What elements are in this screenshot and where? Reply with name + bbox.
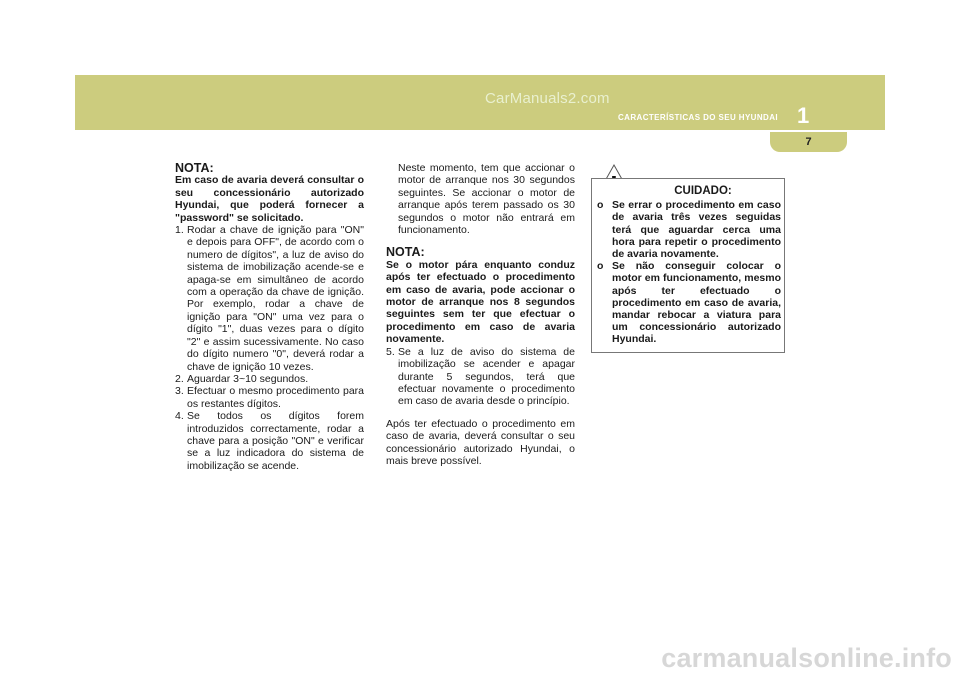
list-item xyxy=(175,224,364,373)
caution-text: Se não conseguir colocar o motor em funcionamento, mesmo após ter efectuado o procedimento em caso de avaria, mandar rebocar a viatura para um concessionário autorizado Hyundai. xyxy=(612,260,781,346)
nota-body: Em caso de avaria deverá consultar o seu concessionário autorizado Hyundai, que poderá fornecer a "password" se solicitado. xyxy=(175,174,364,224)
list-item xyxy=(386,346,575,408)
caution-text: Se errar o procedimento em caso de avaria três vezes seguidas terá que aguardar cerca uma hora para repetir o procedimento de avaria novamente. xyxy=(612,199,781,261)
caution-list xyxy=(595,199,781,345)
step-text: Aguardar 3~10 segundos. xyxy=(187,372,309,385)
site-watermark-link[interactable]: CarManuals2.com xyxy=(485,90,610,107)
caution-box xyxy=(591,178,785,353)
caution-title: CUIDADO: xyxy=(674,185,732,197)
nota-title: NOTA: xyxy=(386,245,425,260)
list-item xyxy=(175,385,364,410)
step-number: 4. xyxy=(175,410,184,423)
continuation-text: Neste momento, tem que accionar o motor de arranque nos 30 segundos seguintes. Se accionar o motor de arranque após terem passado os 30 segundos o motor não entrará em funcionamento. xyxy=(398,162,575,237)
column-middle xyxy=(386,162,575,467)
step-text: Se a luz de aviso do sistema de imobilização se acender e apagar durante 5 segundos, terá que efectuar novamente o procedimento em caso de avaria desde o princípio. xyxy=(398,345,575,408)
section-title: CARACTERÍSTICAS DO SEU HYUNDAI xyxy=(618,113,779,122)
footer-watermark-link[interactable]: carmanualsonline.info xyxy=(661,643,952,673)
chapter-number: 1 xyxy=(797,103,810,128)
bullet: o xyxy=(597,199,604,212)
bullet: o xyxy=(597,260,604,273)
list-item xyxy=(595,260,781,345)
step-text: Rodar a chave de ignição para "ON" e depois para OFF", de acordo com o numero de dígitos", a luz de aviso do sistema de imobilização acende-se e apaga-se em simultâneo de acordo com a operação da chave de ignição. Por exemplo, rodar a chave de ignição para "ON" uma vez para o dígito "1", duas vezes para o dígito "2" e assim sucessivamente. No caso do dígito numero "0", deverá rodar a chave de ignição 10 vezes. xyxy=(187,224,364,373)
step-text: Se todos os dígitos forem introduzidos correctamente, rodar a chave para a posição "ON" e verificar se a luz indicadora do sistema de imobilização se acende. xyxy=(187,410,364,472)
step-number: 5. xyxy=(386,345,395,358)
page-number: 7 xyxy=(770,132,847,152)
procedure-list xyxy=(175,224,364,472)
list-item xyxy=(175,410,364,472)
step-number: 2. xyxy=(175,372,184,385)
closing-text: Após ter efectuado o procedimento em caso de avaria, deverá consultar o seu concessionário autorizado Hyundai, o mais breve possível. xyxy=(386,417,575,467)
procedure-list xyxy=(386,346,575,408)
column-left xyxy=(175,162,364,472)
step-text: Efectuar o mesmo procedimento para os restantes dígitos. xyxy=(187,385,364,410)
step-number: 3. xyxy=(175,385,184,398)
nota-body: Se o motor pára enquanto conduz após ter efectuado o procedimento em caso de avaria, pode accionar o motor de arranque nos 8 segundos seguintes sem ter que efectuar o procedimento em caso de avaria novamente. xyxy=(386,258,575,346)
list-item xyxy=(175,373,364,385)
nota-title: NOTA: xyxy=(175,161,214,175)
list-item xyxy=(595,199,781,260)
step-number: 1. xyxy=(175,224,184,237)
